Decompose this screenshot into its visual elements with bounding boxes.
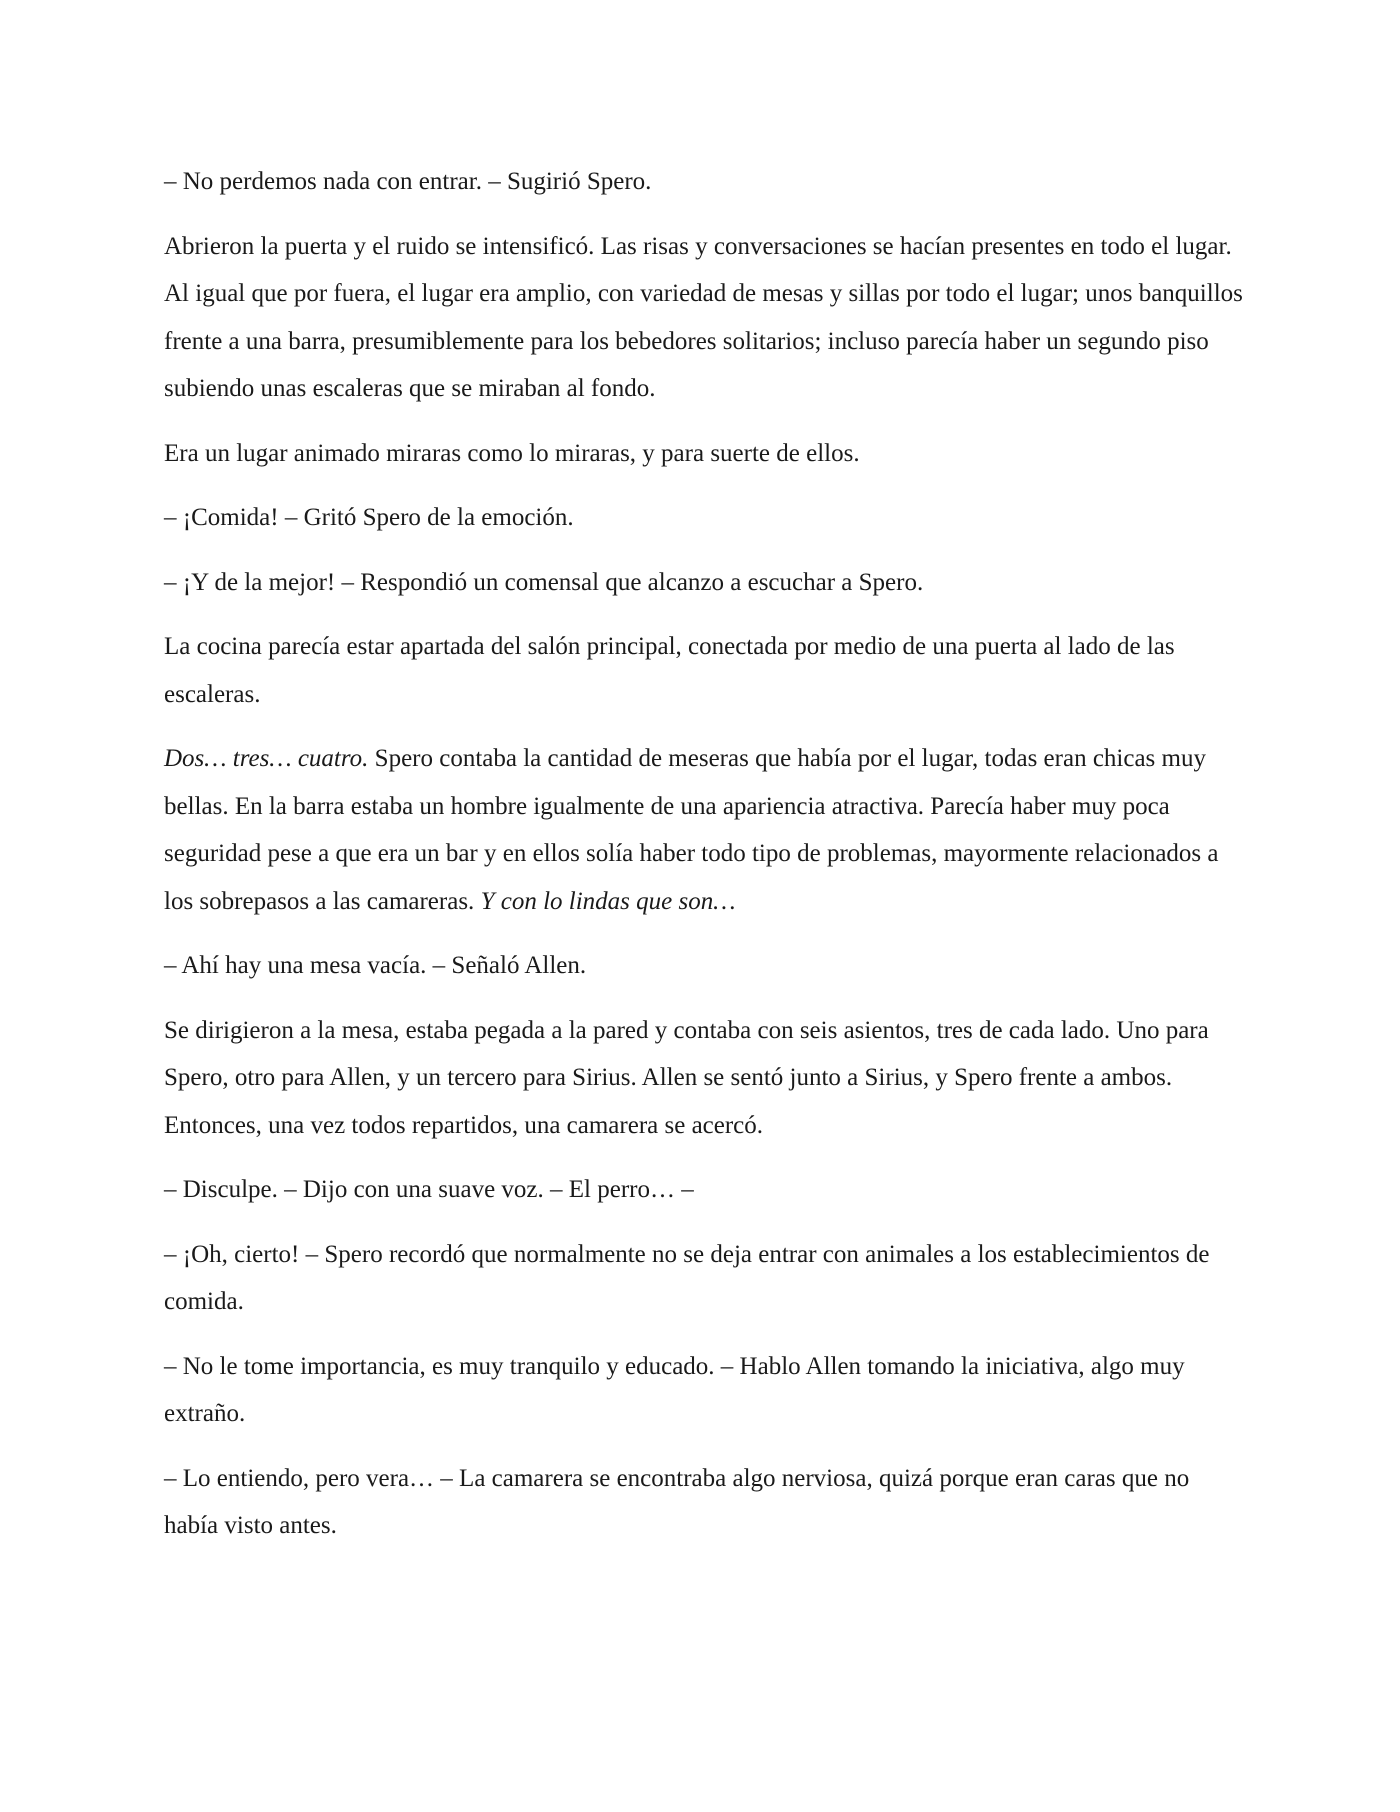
paragraph xyxy=(164,942,1244,990)
text-run: Spero contaba la cantidad de meseras que había por el lugar, todas eran chicas muy bellas. En la barra estaba un hombre igualmente de una apariencia atractiva. Parecía haber muy poca seguridad pese a que era un bar y en ellos solía haber todo tipo de problemas, mayormente relacionados a los sobrepasos a las camareras. xyxy=(164,745,1219,915)
paragraph xyxy=(164,735,1244,925)
italic-text-run: Dos… tres… cuatro. xyxy=(164,745,369,772)
text-run: – No perdemos nada con entrar. – Sugirió Spero. xyxy=(164,168,652,195)
paragraph xyxy=(164,430,1244,478)
paragraph xyxy=(164,223,1244,413)
text-run: Abrieron la puerta y el ruido se intensificó. Las risas y conversaciones se hacían presentes en todo el lugar. Al igual que por fuera, el lugar era amplio, con variedad de mesas y sillas por todo el lugar; unos banquillos frente a una barra, presumiblemente para los bebedores solitarios; incluso parecía haber un segundo piso subiendo unas escaleras que se miraban al fondo. xyxy=(164,232,1243,402)
paragraph xyxy=(164,1343,1244,1438)
paragraph xyxy=(164,623,1244,718)
text-run: – Lo entiendo, pero vera… – La camarera se encontraba algo nerviosa, quizá porque eran caras que no había visto antes. xyxy=(164,1464,1190,1539)
italic-text-run: Y con lo lindas que son… xyxy=(480,887,736,915)
text-run: Se dirigieron a la mesa, estaba pegada a la pared y contaba con seis asientos, tres de cada lado. Uno para Spero, otro para Allen, y un tercero para Sirius. Allen se sentó junto a Sirius, y Spero frente a ambos. Entonces, una vez todos repartidos, una camarera se acercó. xyxy=(164,1016,1209,1139)
text-run: – Ahí hay una mesa vacía. – Señaló Allen. xyxy=(164,952,587,979)
text-run: La cocina parecía estar apartada del salón principal, conectada por medio de una puerta al lado de las escaleras. xyxy=(164,633,1175,708)
paragraph xyxy=(164,1455,1244,1550)
paragraph xyxy=(164,1007,1244,1150)
text-run: – ¡Comida! – Gritó Spero de la emoción. xyxy=(164,504,574,531)
paragraph xyxy=(164,158,1244,206)
paragraph xyxy=(164,1231,1244,1326)
paragraph xyxy=(164,494,1244,542)
text-run: Era un lugar animado miraras como lo miraras, y para suerte de ellos. xyxy=(164,439,860,467)
text-run: – Disculpe. – Dijo con una suave voz. – El perro… – xyxy=(164,1176,694,1203)
document-body xyxy=(164,158,1244,1567)
paragraph xyxy=(164,559,1244,607)
text-run: – No le tome importancia, es muy tranquilo y educado. – Hablo Allen tomando la iniciativa, algo muy extraño. xyxy=(164,1352,1185,1427)
text-run: – ¡Oh, cierto! – Spero recordó que normalmente no se deja entrar con animales a los establecimientos de comida. xyxy=(164,1240,1210,1315)
paragraph xyxy=(164,1166,1244,1214)
text-run: – ¡Y de la mejor! – Respondió un comensal que alcanzo a escuchar a Spero. xyxy=(164,568,924,596)
